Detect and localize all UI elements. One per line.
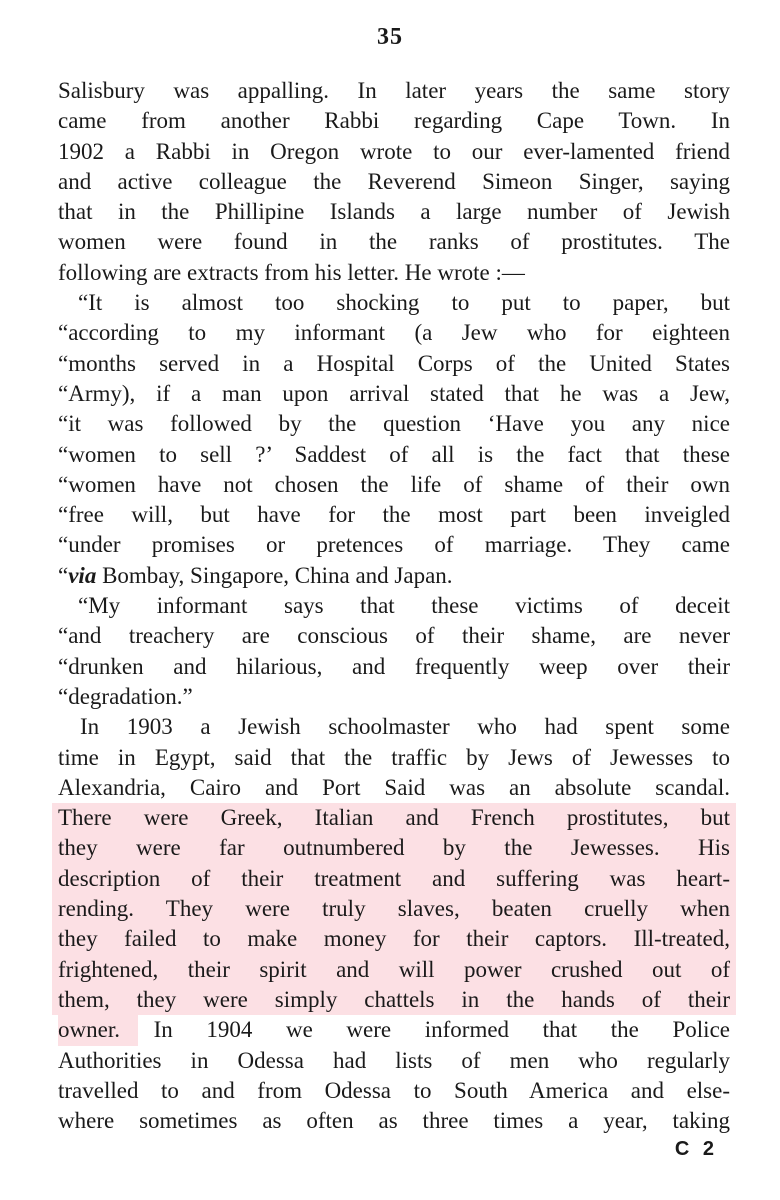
text-line: came from another Rabbi regarding Cape Town. In	[58, 108, 730, 134]
highlighted-line: description of their treatment and suffering was heart-	[52, 864, 736, 894]
quote-line: “It is almost too shocking to put to paper, but	[78, 290, 730, 316]
text-line: where sometimes as often as three times a year, taking	[58, 1108, 730, 1134]
quote-line: “it was followed by the question ‘Have you any nice	[58, 411, 730, 437]
quote-line: “degradation.”	[58, 683, 193, 709]
page-number: 35	[377, 24, 403, 50]
text-line: 1902 a Rabbi in Oregon wrote to our ever-lamented friend	[58, 138, 730, 164]
quote-line: “months served in a Hospital Corps of the United States	[58, 350, 730, 376]
quote-line: “women have not chosen the life of shame of their own	[58, 471, 730, 497]
text-line: time in Egypt, said that the traffic by Jews of Jewesses to	[58, 744, 730, 770]
text-line: women were found in the ranks of prostitutes. The	[58, 229, 730, 255]
text-line: Salisbury was appalling. In later years the same story	[58, 78, 730, 103]
text-line: following are extracts from his letter. He wrote :—	[58, 259, 525, 285]
quote-line: “women to sell ?’ Saddest of all is the fact that these	[58, 441, 730, 467]
text-line: In 1903 a Jewish schoolmaster who had spent some	[80, 714, 730, 740]
text-line: and active colleague the Reverend Simeon Singer, saying	[58, 168, 730, 194]
text-line: Alexandria, Cairo and Port Said was an absolute scandal.	[58, 774, 730, 800]
quote-line: “according to my informant (a Jew who for eighteen	[58, 320, 730, 346]
highlighted-line: they were far outnumbered by the Jewesses. His	[52, 833, 736, 863]
body-text	[58, 76, 730, 1136]
signature-mark: C 2	[674, 1138, 718, 1160]
quote-line: “and treachery are conscious of their shame, are never	[58, 623, 730, 649]
text-line: Authorities in Odessa had lists of men who regularly	[58, 1047, 730, 1073]
quote-line: “Army), if a man upon arrival stated that he was a Jew,	[58, 380, 730, 406]
text-line: travelled to and from Odessa to South America and else-	[58, 1077, 730, 1103]
highlighted-line: There were Greek, Italian and French prostitutes, but	[52, 803, 736, 833]
quote-line: “My informant says that these victims of deceit	[78, 593, 730, 619]
highlighted-line: them, they were simply chattels in the hands of their	[52, 985, 736, 1015]
quote-line: “under promises or pretences of marriage. They came	[58, 532, 730, 558]
highlighted-line: frightened, their spirit and will power crushed out of	[52, 955, 736, 985]
quote-line: “via Bombay, Singapore, China and Japan.	[58, 562, 453, 588]
highlighted-line: rending. They were truly slaves, beaten cruelly when	[52, 894, 736, 924]
highlighted-line: they failed to make money for their captors. Ill-treated,	[52, 924, 736, 954]
partially-highlighted-line: owner. In 1904 we were informed that the Police	[58, 1015, 730, 1045]
quote-line: “drunken and hilarious, and frequently weep over their	[58, 653, 730, 679]
text-line: that in the Phillipine Islands a large number of Jewish	[58, 199, 730, 225]
italic-word: via	[68, 562, 97, 588]
quote-line: “free will, but have for the most part been inveigled	[58, 502, 730, 528]
